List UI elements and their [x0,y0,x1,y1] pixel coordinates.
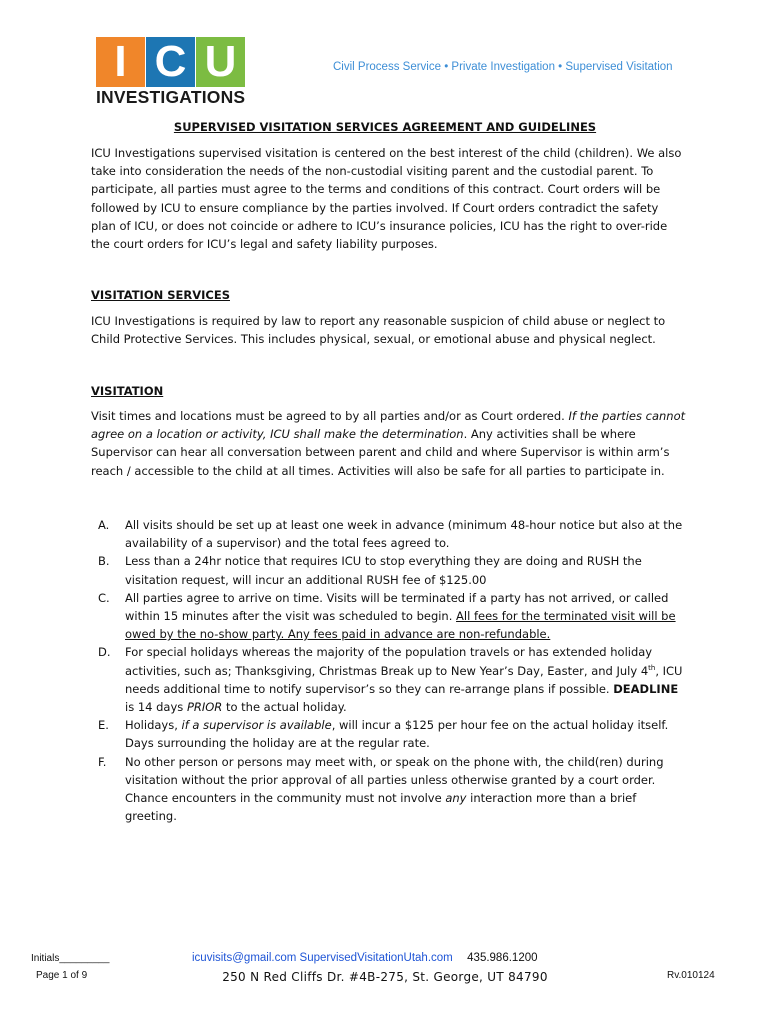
visitation-text-italic: If the parties cannot agree on a location or activity, ICU shall make the determination [91,409,686,442]
list-item-underlined-text: All fees for the terminated visit will be owed by the no-show party. Any fees paid in advance are non-refundable. [125,609,676,642]
footer-contact [192,952,538,964]
list-marker: E. [98,718,109,733]
revision-number: Rv.010124 [667,970,715,981]
list-marker: D. [98,645,111,660]
list-item-text: Less than a 24hr notice that requires ICU to stop everything they are doing and RUSH the visitation request, will incur an additional RUSH fee of $125.00 [125,554,642,587]
list-item-text-2: , ICU needs additional time to notify supervisor’s so they can re-arrange plans if possible. [125,663,683,696]
logo-letters [96,37,246,87]
document-title: SUPERVISED VISITATION SERVICES AGREEMENT AND GUIDELINES [173,120,597,134]
phone-number: 435.986.1200 [467,952,538,964]
list-item-c [98,589,688,644]
visitation-paragraph [91,407,686,480]
visitation-text-2: . Any activities shall be where Supervisor can hear all conversation between parent and child and where Supervisor is within arm’s reach / accessible to the child at all times. Activities will also be safe for all parties to participate in. [91,427,670,478]
footer-address: 250 N Red Cliffs Dr. #4B-275, St. George, UT 84790 [222,970,548,984]
list-item-text-4: to the actual holiday. [225,700,347,715]
list-item-e [98,716,688,752]
email-link[interactable]: icuvisits@gmail.com [192,952,297,964]
visitation-rules-list [98,516,688,825]
list-item-text-1: No other person or persons may meet with, or speak on the phone with, the child(ren) during visitation without the prior approval of all parties unless otherwise granted by a court order. Chance encounters in the community must not involve [125,754,664,806]
website-link[interactable]: SupervisedVisitationUtah.com [299,952,453,964]
prior-emphasis: PRIOR [186,700,223,715]
header-tagline: Civil Process Service • Private Investigation • Supervised Visitation [333,61,673,73]
logo-wordmark: INVESTIGATIONS [96,87,246,107]
visitation-text-1: Visit times and locations must be agreed to by all parties and/or as Court ordered. [91,409,565,423]
list-item-text: All parties agree to arrive on time. Visits will be terminated if a party has not arrived, or called within 15 minutes after the visit was scheduled to begin. [125,590,669,624]
visitation-services-heading: VISITATION SERVICES [91,288,230,302]
list-marker: C. [98,590,110,605]
logo-letter-c: C [146,37,195,87]
company-logo [96,37,246,107]
list-item-text-3: is 14 days [125,700,184,715]
list-item-text: All visits should be set up at least one week in advance (minimum 48-hour notice but also at the availability of a supervisor) and the total fees agreed to. [125,518,683,551]
deadline-label: DEADLINE [613,681,679,696]
visitation-heading: VISITATION [91,384,164,398]
superscript: th [648,663,656,672]
any-emphasis: any [445,791,467,806]
visitation-services-paragraph: ICU Investigations is required by law to report any reasonable suspicion of child abuse or neglect to Child Protective Services. This includes physical, sexual, or emotional abuse and physical neglect. [91,314,666,347]
list-marker: A. [98,518,110,532]
page-number: Page 1 of 9 [36,970,88,981]
list-marker: B. [98,554,110,569]
list-item-text-2: , will incur a $125 per hour fee on the actual holiday itself. Days surrounding the holiday are at the regular rate. [125,718,669,751]
initials-line: Initials_________ [31,953,110,964]
list-item-text-1: For special holidays whereas the majority of the population travels or has extended holiday activities, such as; Thanksgiving, Christmas Break up to New Year’s Day, Easter, and July 4 [125,645,653,678]
supervisor-available-emphasis: if a supervisor is available [181,718,332,733]
list-item-d [98,643,688,716]
list-item-text-2: interaction more than a brief greeting. [125,791,637,824]
logo-letter-i: I [96,37,145,87]
list-item-f [98,753,688,826]
list-item-b [98,552,688,588]
logo-letter-u: U [196,37,245,87]
list-item-text-1: Holidays, [125,718,178,733]
list-item-a [98,516,688,552]
list-marker: F. [98,754,107,769]
intro-paragraph: ICU Investigations supervised visitation is centered on the best interest of the child (children). We also take into consideration the needs of the non-custodial visiting parent and the custodial parent. To participate, all parties must agree to the terms and conditions of this contract. Court orders will be followed by ICU to ensure compliance by the parties involved. If Court orders contradict the safety plan of ICU, or does not coincide or adhere to ICU’s insurance policies, ICU has the right to over-ride the court orders for ICU’s legal and safety liability purposes. [91,146,682,252]
